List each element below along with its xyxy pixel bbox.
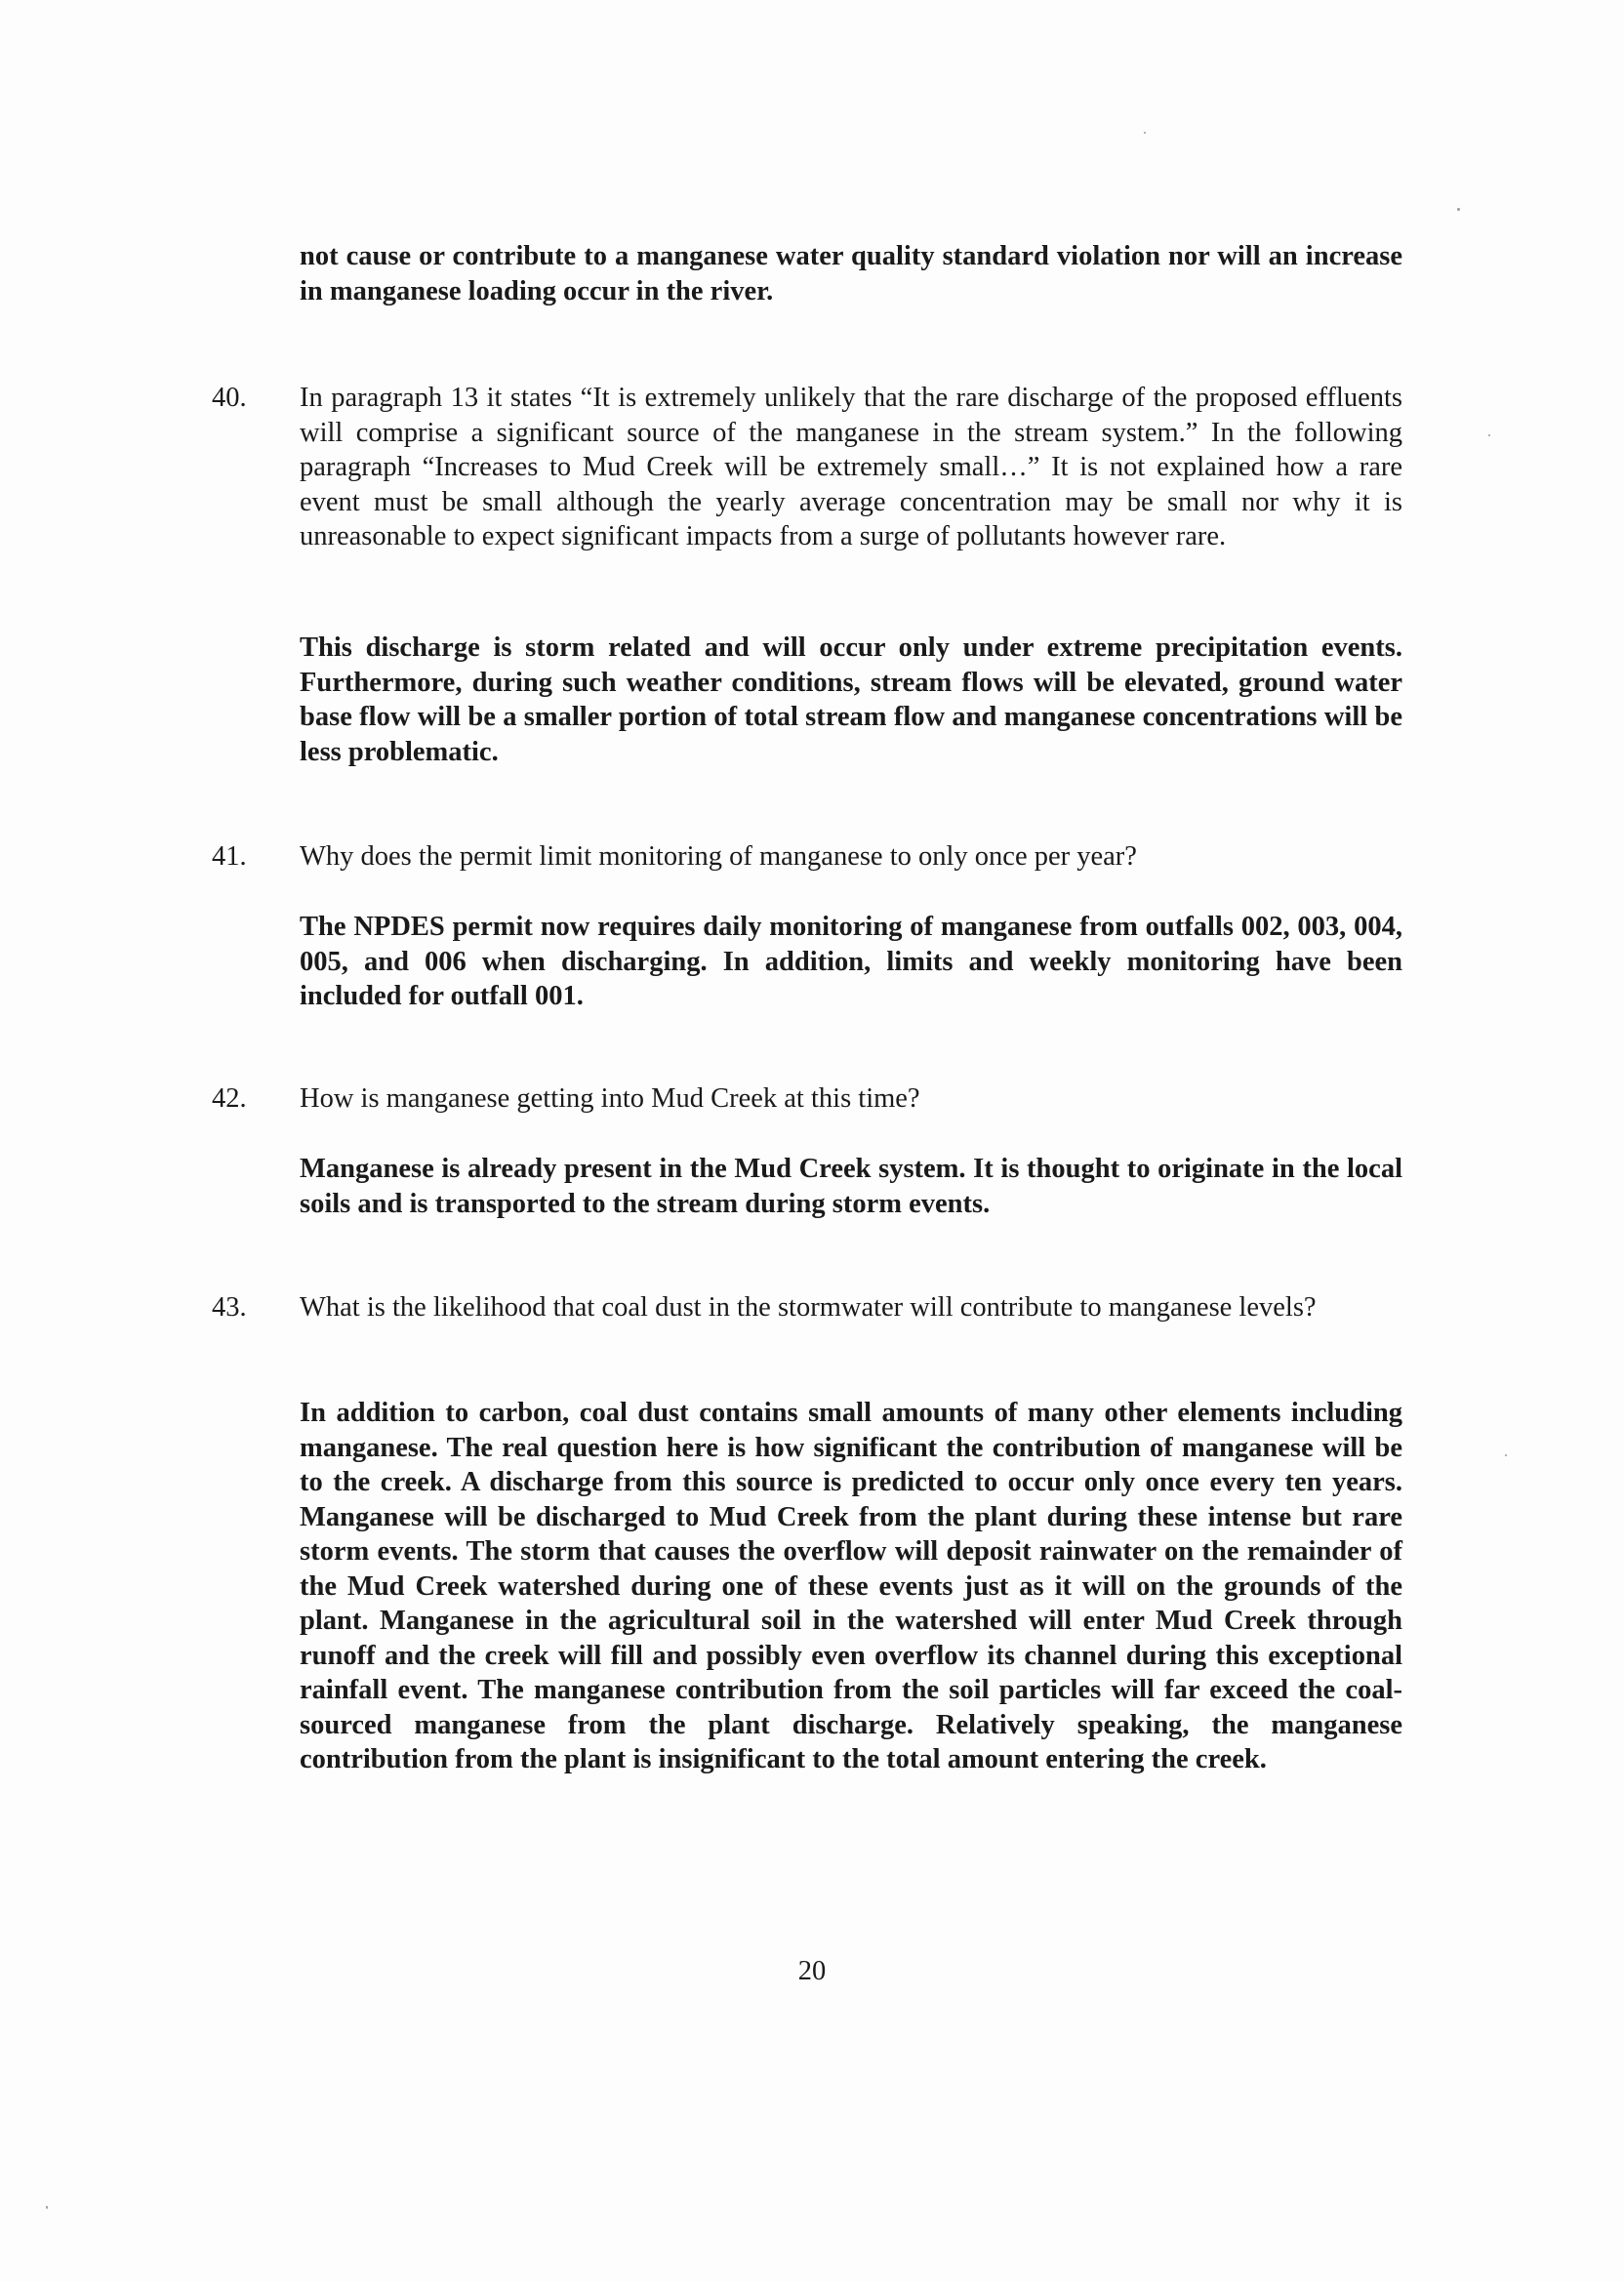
scan-speck [1505,1454,1507,1456]
scan-speck [1457,208,1460,211]
item-number-41: 41. [212,841,247,872]
question-43: What is the likelihood that coal dust in the stormwater will contribute to manganese levels? [300,1292,1317,1323]
answer-40: This discharge is storm related and will occur only under extreme precipitation events. Furthermore, during such weather conditions, stream flows will be elevated, ground water base flow will be a smaller portion of total stream flow and manganese concentrations will be less problematic. [300,632,1402,767]
scan-speck [46,2206,48,2209]
intro-answer: not cause or contribute to a manganese water quality standard violation nor will an increase in manganese loading occur in the river. [300,241,1402,306]
answer-41: The NPDES permit now requires daily monitoring of manganese from outfalls 002, 003, 004, 005, and 006 when discharging. In addition, limits and weekly monitoring have been included for outfall 001. [300,912,1402,1011]
item-number-40: 40. [212,383,247,413]
question-41: Why does the permit limit monitoring of manganese to only once per year? [300,841,1137,872]
question-42: How is manganese getting into Mud Creek at this time? [300,1083,920,1114]
answer-43: In addition to carbon, coal dust contains small amounts of many other elements including manganese. The real question here is how significant the contribution of manganese will be to the creek. A discharge from this source is predicted to occur only once every ten years. Manganese will be discharged to Mud Creek from the plant during these intense but rare storm events. The storm that causes the overflow will deposit rainwater on the remainder of the Mud Creek watershed during one of these events just as it will on the grounds of the plant. Manganese in the agricultural soil in the watershed will enter Mud Creek through runoff and the creek will fill and possibly even overflow its channel during this exceptional rainfall event. The manganese contribution from the soil particles will far exceed the coal-sourced manganese from the plant discharge. Relatively speaking, the manganese contribution from the plant is insignificant to the total amount entering the creek. [300,1398,1402,1774]
item-number-42: 42. [212,1083,247,1114]
scan-speck [1488,434,1490,436]
scan-speck [1144,132,1146,134]
question-40: In paragraph 13 it states “It is extremely unlikely that the rare discharge of the proposed effluents will comprise a significant source of the manganese in the stream system.” In the following paragraph “Increases to Mud Creek will be extremely small…” It is not explained how a rare event must be small although the yearly average concentration may be small nor why it is unreasonable to expect significant impacts from a surge of pollutants however rare. [300,383,1402,551]
answer-42: Manganese is already present in the Mud Creek system. It is thought to originate in the local soils and is transported to the stream during storm events. [300,1154,1402,1219]
page-number: 20 [797,1956,827,1986]
item-number-43: 43. [212,1292,247,1323]
